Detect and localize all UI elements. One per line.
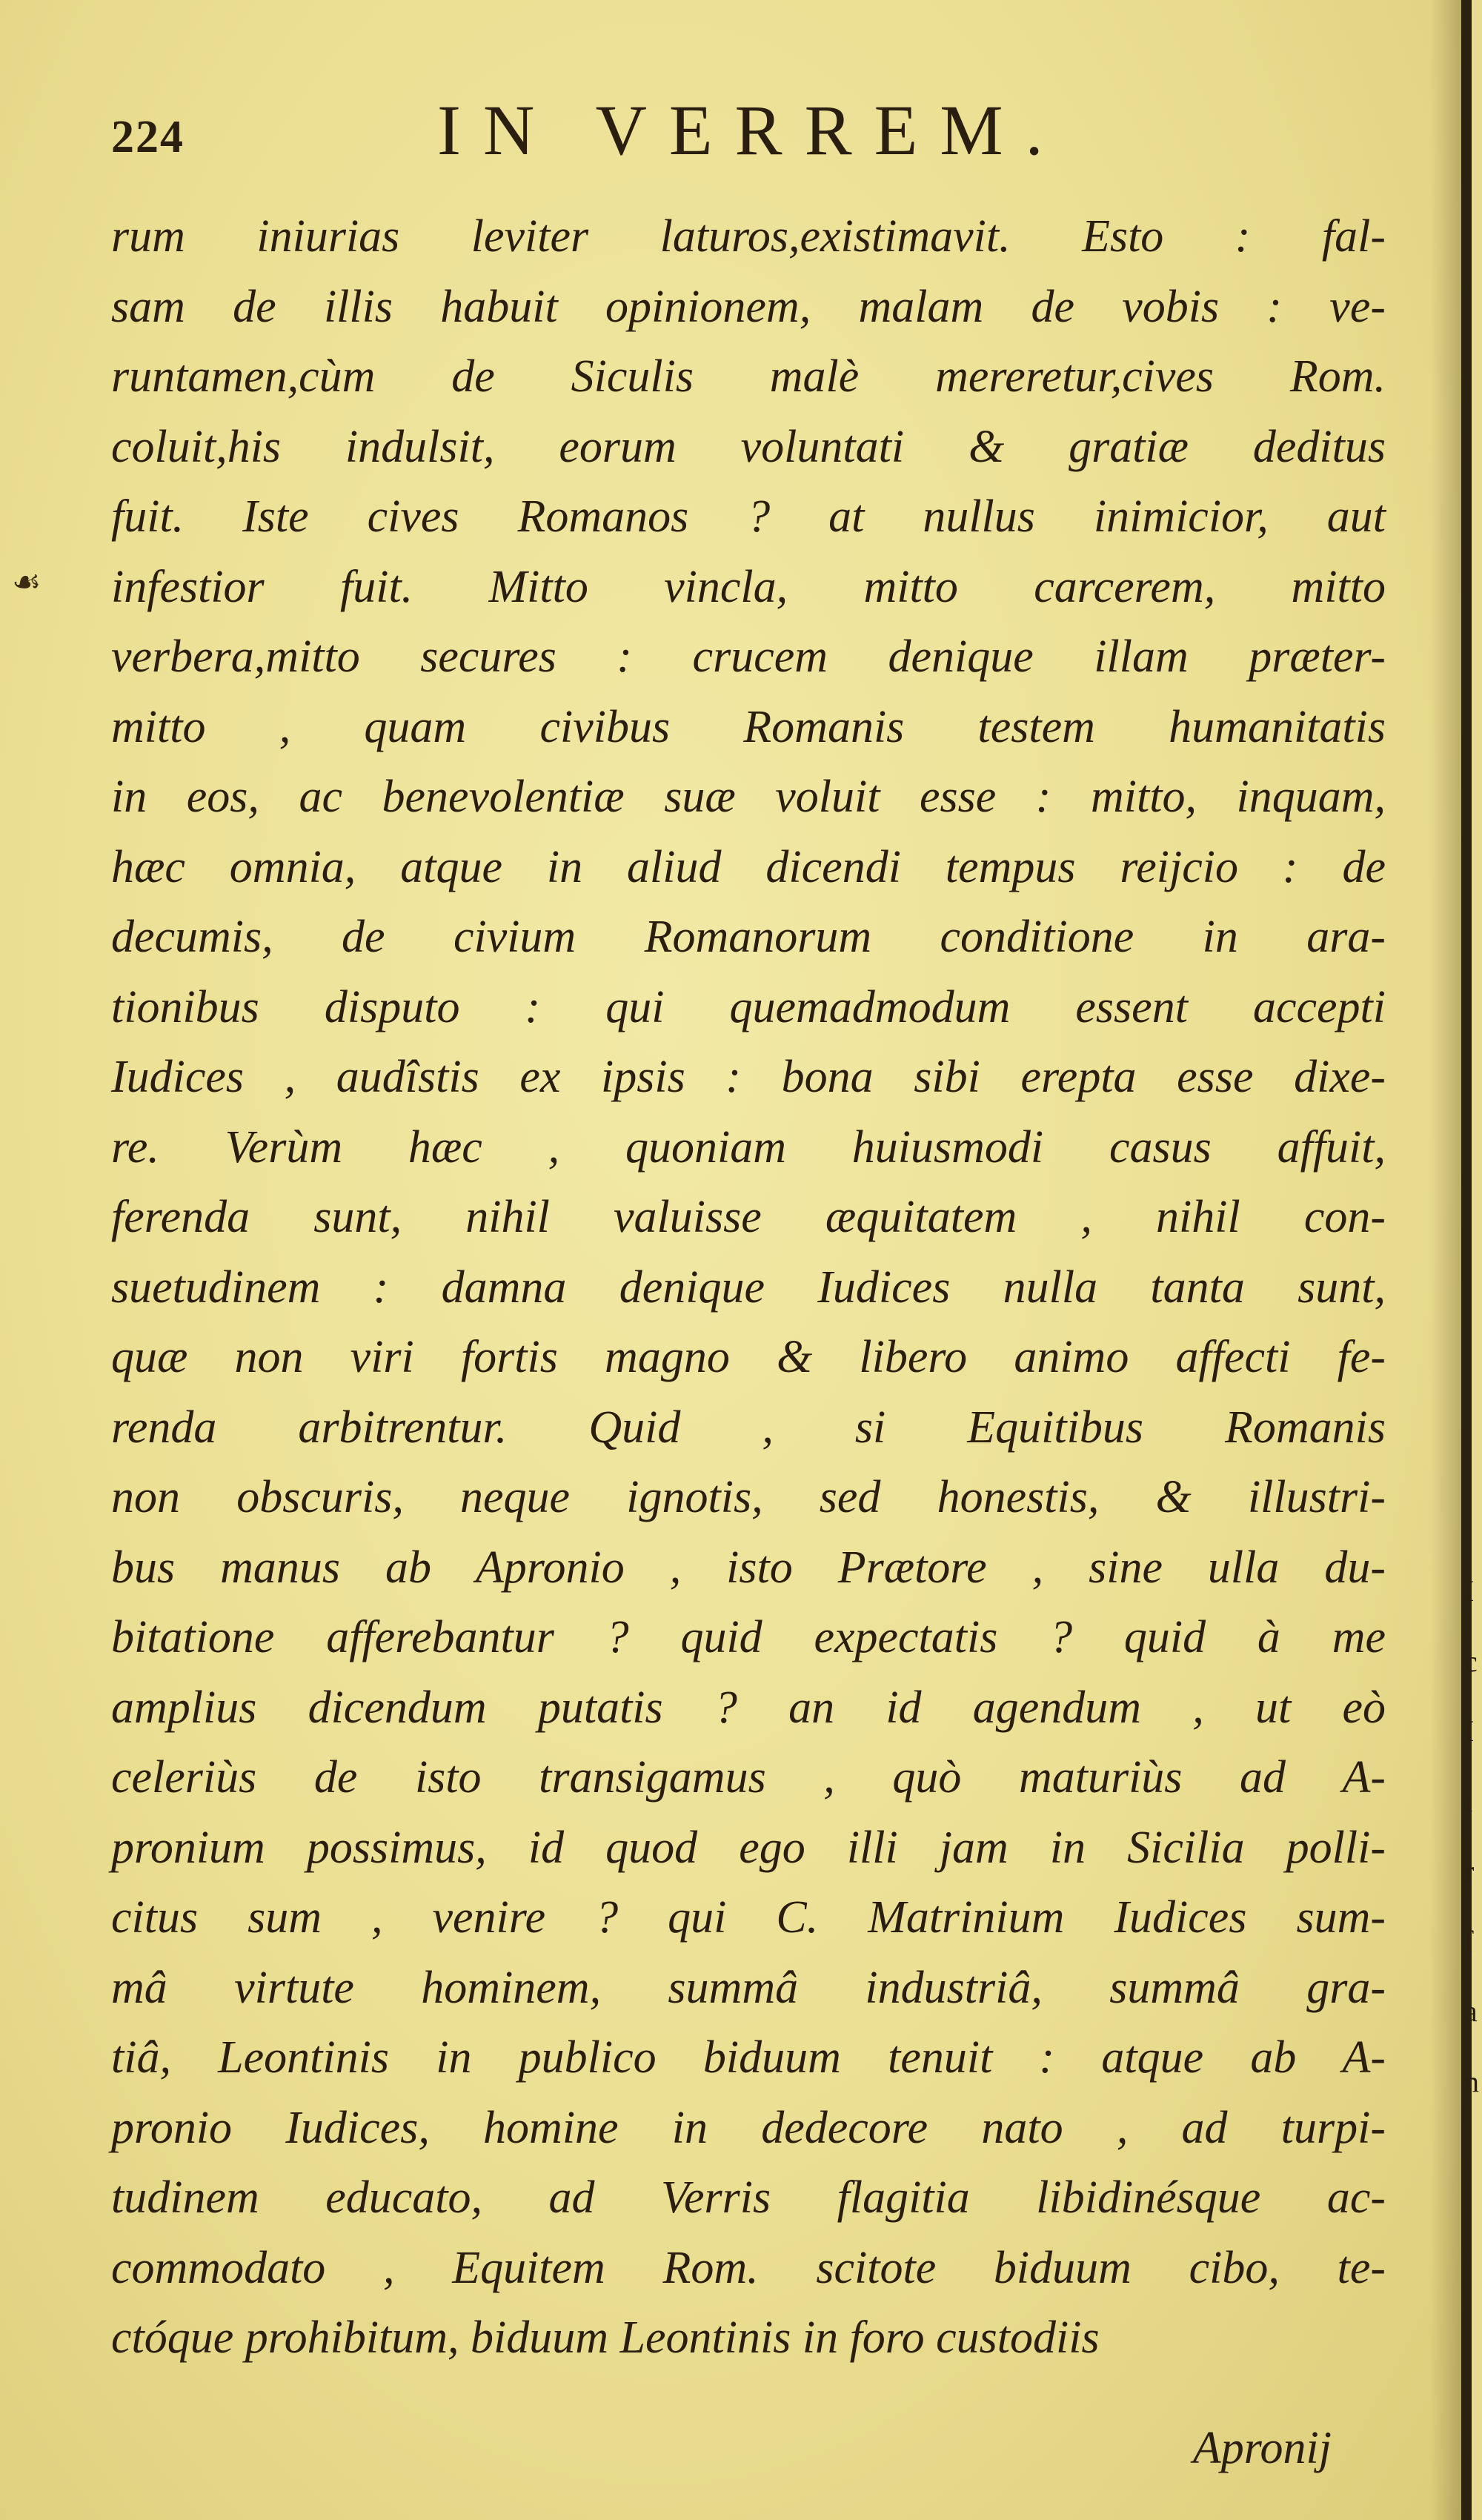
facing-page-fragment: r bbox=[1464, 1854, 1475, 1888]
facing-page-fragment: i bbox=[1464, 1784, 1473, 1818]
text-line: suetudinem : damna denique Iudices nulla tanta sunt, bbox=[111, 1261, 1386, 1313]
text-line: infestior fuit. Mitto vincla, mitto carcerem, mitto bbox=[111, 561, 1386, 612]
text-line: quæ non viri fortis magno & libero animo affecti fe- bbox=[111, 1332, 1386, 1382]
text-line: amplius dicendum putatis ? an id agendum , ut eò bbox=[111, 1682, 1386, 1733]
text-line: ctóque prohibitum, biduum Leontinis in foro custodiis bbox=[111, 2312, 1100, 2363]
text-line: fuit. Iste cives Romanos ? at nullus inimicior, aut bbox=[111, 491, 1386, 542]
text-line: sam de illis habuit opinionem, malam de vobis : ve- bbox=[111, 281, 1386, 332]
facing-page-fragment: n bbox=[1464, 2064, 1479, 2098]
facing-page-fragment: a bbox=[1464, 1995, 1478, 2028]
margin-flourish-icon: ☙ bbox=[12, 564, 41, 600]
text-line: decumis, de civium Romanorum conditione in ara- bbox=[111, 912, 1386, 962]
facing-page-fragment: ſ bbox=[1464, 1924, 1473, 1958]
gutter-shadow bbox=[1430, 0, 1461, 2520]
text-line: mâ virtute hominem, summâ industriâ, summâ gra- bbox=[111, 1962, 1386, 2013]
text-line: hæc omnia, atque in aliud dicendi tempus reijcio : de bbox=[111, 841, 1386, 892]
text-line: tiâ, Leontinis in publico biduum tenuit : atque ab A- bbox=[111, 2032, 1386, 2083]
running-head-title: IN VERREM. bbox=[437, 90, 1066, 170]
facing-page-fragment: I bbox=[1464, 1574, 1475, 1608]
text-line: tionibus disputo : qui quemadmodum essent accepti bbox=[111, 981, 1386, 1032]
facing-page-fragment: I bbox=[1464, 1714, 1475, 1748]
text-line: pronio Iudices, homine in dedecore nato , ad turpi- bbox=[111, 2102, 1386, 2153]
text-line: mitto , quam civibus Romanis testem humanitatis bbox=[111, 701, 1386, 752]
text-line: rum iniurias leviter laturos,existimavit. Esto : fal- bbox=[111, 211, 1386, 262]
catchword: Apronij bbox=[1192, 2423, 1332, 2473]
text-line: in eos, ac benevolentiæ suæ voluit esse : mitto, inquam, bbox=[111, 772, 1386, 822]
text-line: commodato , Equitem Rom. scitote biduum cibo, te- bbox=[111, 2242, 1386, 2293]
text-line: pronium possimus, id quod ego illi jam in Sicilia polli- bbox=[111, 1822, 1386, 1873]
facing-page-edge bbox=[1472, 0, 1482, 2520]
text-line: Iudices , audîstis ex ipsis : bona sibi erepta esse dixe- bbox=[111, 1052, 1386, 1102]
text-line: citus sum , venire ? qui C. Matrinium Iudices sum- bbox=[111, 1892, 1386, 1943]
text-line: verbera,mitto secures : crucem denique illam præter- bbox=[111, 631, 1386, 682]
text-line: bitatione afferebantur ? quid expectatis ? quid à me bbox=[111, 1612, 1386, 1662]
text-line: runtamen,cùm de Siculis malè mereretur,cives Rom. bbox=[111, 351, 1386, 402]
body-text bbox=[111, 202, 1386, 2373]
text-line: bus manus ab Apronio , isto Prætore , sine ulla du- bbox=[111, 1542, 1386, 1593]
text-line: renda arbitrentur. Quid , si Equitibus Romanis bbox=[111, 1402, 1386, 1453]
text-line: non obscuris, neque ignotis, sed honestis, & illustri- bbox=[111, 1472, 1386, 1522]
text-line: tudinem educato, ad Verris flagitia libidinésque ac- bbox=[111, 2172, 1386, 2223]
facing-page-text bbox=[1464, 1556, 1482, 2117]
page-number: 224 bbox=[111, 112, 185, 162]
page-header bbox=[0, 89, 1461, 178]
facing-page-fragment: c bbox=[1464, 1644, 1478, 1678]
text-line: ferenda sunt, nihil valuisse æquitatem , nihil con- bbox=[111, 1192, 1386, 1242]
text-line: celeriùs de isto transigamus , quò maturiùs ad A- bbox=[111, 1752, 1386, 1803]
text-line: re. Verùm hæc , quoniam huiusmodi casus affuit, bbox=[111, 1121, 1386, 1173]
text-line: coluit,his indulsit, eorum voluntati & gratiæ deditus bbox=[111, 421, 1386, 472]
